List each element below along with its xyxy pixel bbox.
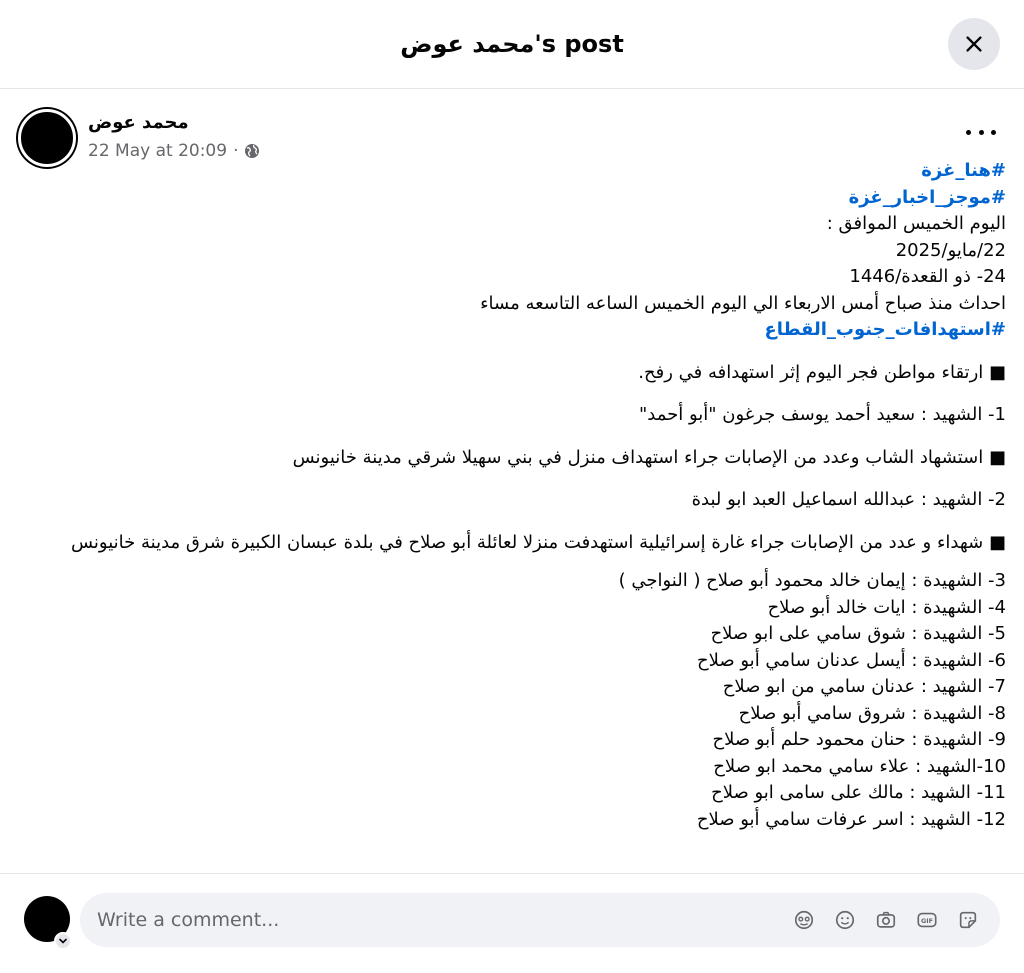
post-body: [40, 158, 1006, 833]
martyr-line: 2- الشهيد : عبدالله اسماعيل العبد ابو لبدة: [691, 489, 1006, 510]
author-name[interactable]: محمد عوض: [88, 112, 189, 133]
post-timestamp[interactable]: 22 May at 20:09: [88, 141, 228, 161]
hashtag-south-strikes[interactable]: #استهدافات_جنوب_القطاع: [764, 319, 1006, 340]
sticker-button[interactable]: [956, 908, 980, 932]
author-block: [88, 112, 260, 161]
more-options-button[interactable]: [966, 124, 996, 140]
close-button[interactable]: [948, 18, 1000, 70]
martyr-line: 4- الشهيدة : ايات خالد أبو صلاح: [767, 596, 1006, 618]
martyr-line: 8- الشهيدة : شروق سامي أبو صلاح: [738, 702, 1006, 724]
intro-line: 24- ذو القعدة/1446: [849, 266, 1006, 287]
intro-line: 22/مايو/2025: [895, 239, 1006, 261]
comment-placeholder: Write a comment...: [97, 909, 280, 931]
close-icon: [963, 33, 985, 55]
emoji-icon: [834, 909, 856, 931]
dialog-header: [0, 0, 1024, 89]
hashtag-huna-gaza[interactable]: #هنا_غزة: [921, 160, 1006, 181]
photo-button[interactable]: [874, 908, 898, 932]
avatar-sticker-button[interactable]: [792, 908, 816, 932]
emoji-button[interactable]: [833, 908, 857, 932]
camera-icon: [875, 909, 897, 931]
hashtag-gaza-news[interactable]: #موجز_اخبار_غزة: [848, 186, 1006, 208]
chevron-down-icon: [58, 936, 68, 946]
post: [0, 90, 1024, 873]
news-paragraph: ■ استشهاد الشاب وعدد من الإصابات جراء استهداف منزل في بني سهيلا شرقي مدينة خانيونس: [292, 446, 1006, 468]
martyr-line: 6- الشهيدة : أيسل عدنان سامي أبو صلاح: [697, 649, 1006, 671]
martyr-line: 12- الشهيد : اسر عرفات سامي أبو صلاح: [696, 808, 1006, 830]
comment-input[interactable]: [80, 893, 1000, 947]
intro-line: اليوم الخميس الموافق :: [826, 213, 1006, 234]
comment-tools: [775, 908, 980, 932]
sticker-icon: [957, 909, 979, 931]
more-icon: [966, 130, 971, 135]
news-paragraph: ■ شهداء و عدد من الإصابات جراء غارة إسرائيلية استهدفت منزلا لعائلة أبو صلاح في بلدة عبسان الكبيرة شرق مدينة خانيونس: [70, 531, 1006, 553]
dialog-title: محمد عوض's post: [400, 30, 624, 58]
meta-separator: ·: [233, 141, 239, 161]
gif-icon: [916, 909, 938, 931]
martyr-line: 5- الشهيدة : شوق سامي على ابو صلاح: [710, 623, 1006, 644]
martyr-line: 10-الشهيد : علاء سامي محمد ابو صلاح: [713, 755, 1006, 777]
globe-icon[interactable]: [244, 143, 260, 159]
intro-line: احداث منذ صباح أمس الاربعاء الي اليوم الخميس الساعه التاسعه مساء: [480, 292, 1006, 314]
martyr-line: 11- الشهيد : مالك على سامى ابو صلاح: [711, 782, 1006, 803]
gif-button[interactable]: [915, 908, 939, 932]
martyr-line: 1- الشهيد : سعيد أحمد يوسف جرغون "أبو أحمد": [639, 404, 1006, 425]
news-paragraph: ■ ارتقاء مواطن فجر اليوم إثر استهدافه في رفح.: [638, 361, 1006, 383]
avatar-sticker-icon: [793, 909, 815, 931]
profile-switch-button[interactable]: [54, 932, 72, 950]
martyr-line: 3- الشهيدة : إيمان خالد محمود أبو صلاح ( النواجي ): [618, 570, 1006, 591]
martyr-line: 7- الشهيد : عدنان سامي من ابو صلاح: [722, 676, 1006, 697]
martyr-line: 9- الشهيدة : حنان محمود حلم أبو صلاح: [712, 729, 1006, 750]
comment-composer: [0, 873, 1024, 973]
svg-text:GIF: GIF: [920, 916, 934, 925]
